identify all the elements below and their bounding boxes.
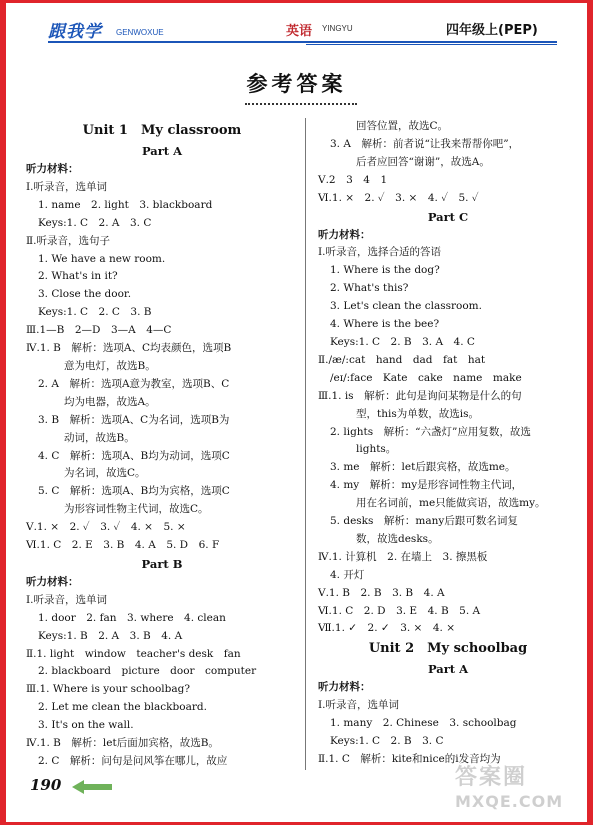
answer-line: /eɪ/:face Kate cake name make	[330, 371, 522, 384]
answer-line: 型，this为单数，故选is。	[356, 407, 479, 420]
page-title: 参考答案	[246, 72, 347, 96]
watermark-text: 答案圈	[455, 765, 528, 790]
section-label: 听力材料：	[26, 163, 79, 175]
answer-line: 3. me 解析：let后跟宾格，故选me。	[330, 461, 516, 474]
section-label: 听力材料：	[318, 681, 371, 694]
answer-line: 1. door 2. fan 3. where 4. clean	[38, 611, 226, 624]
answer-line: Ⅰ.听录音，选单词	[318, 699, 399, 712]
arrow-icon	[72, 780, 112, 794]
answer-line: 3. A 解析：前者说“让我来帮帮你吧”，	[330, 137, 520, 150]
answer-line: 1. Where is the dog?	[330, 264, 440, 277]
answer-line: Keys:1. C 2. A 3. C	[38, 216, 152, 229]
left-column	[26, 120, 298, 771]
answer-line: Keys:1. C 2. B 3. A 4. C	[330, 335, 475, 348]
unit-heading: Unit 2 My schoolbag	[368, 641, 528, 657]
part-heading: Part A	[141, 144, 183, 158]
answer-line: 2. A 解析：选项A意为教室，选项B、C	[38, 377, 230, 390]
grade-label: 四年级上(PEP)	[446, 23, 538, 38]
answer-line: Ⅱ./æ/:cat hand dad fat hat	[318, 353, 486, 366]
page-number: 190	[30, 776, 62, 794]
answer-line: 3. B 解析：选项A、C为名词，选项B为	[38, 413, 230, 426]
section-label: 听力材料：	[318, 228, 371, 241]
answer-line: Ⅵ.1. C 2. D 3. E 4. B 5. A	[318, 604, 481, 617]
part-heading: Part C	[427, 209, 469, 224]
answer-line: Ⅰ.听录音，选单词	[26, 593, 107, 606]
answer-line: Ⅰ.听录音，选单词	[26, 180, 107, 193]
part-heading: Part B	[141, 556, 183, 571]
answer-line: Ⅱ.1. light window teacher's desk fan	[26, 647, 241, 660]
answer-line: lights。	[356, 443, 397, 456]
page-header	[6, 3, 587, 45]
column-divider	[305, 118, 306, 770]
answer-line: 动词，故选B。	[64, 431, 135, 444]
header-rule-thin	[306, 44, 557, 45]
answer-line: 2. blackboard picture door computer	[38, 665, 257, 678]
subject-pinyin: YINGYU	[322, 24, 353, 33]
part-heading: Part A	[427, 662, 469, 677]
brand-subtitle: GENWOXUE	[116, 28, 164, 37]
answer-line: Keys:1. B 2. A 3. B 4. A	[38, 629, 183, 642]
answer-line: 4. Where is the bee?	[330, 318, 440, 331]
answer-line: 3. It's on the wall.	[38, 719, 134, 732]
right-column	[318, 118, 578, 769]
answer-line: 2. What's this?	[330, 282, 409, 295]
subject-label: 英语	[286, 24, 313, 39]
answer-line: 意为电灯，故选B。	[64, 359, 156, 372]
answer-line: Ⅱ.听录音，选句子	[26, 234, 110, 247]
answer-line: Ⅴ.2 3 4 1	[318, 173, 388, 186]
answer-line: Keys:1. C 2. C 3. B	[38, 306, 152, 319]
watermark	[455, 760, 580, 818]
answer-line: Ⅰ.听录音，选择合适的答语	[318, 246, 441, 259]
answer-line: 3. Let's clean the classroom.	[330, 300, 482, 313]
answer-line: 5. C 解析：选项A、B均为宾格，选项C	[38, 485, 230, 498]
watermark-url: MXQE.COM	[455, 792, 564, 811]
answer-line: Keys:1. C 2. B 3. C	[330, 735, 444, 748]
answer-line: 4. my 解析：my是形容词性物主代词，	[330, 479, 523, 492]
answer-line: 后者应回答“谢谢”，故选A。	[356, 155, 490, 168]
header-rule	[48, 41, 557, 43]
answer-line: 数，故选desks。	[356, 532, 439, 545]
answer-line: Ⅳ.1. B 解析：选项A、C均表颜色，选项B	[26, 342, 232, 355]
answer-line: Ⅴ.1. B 2. B 3. B 4. A	[318, 586, 445, 599]
answer-line: 2. What's in it?	[38, 270, 118, 283]
title-underline	[245, 103, 357, 107]
answer-line: Ⅳ.1. B 解析：let后面加宾格，故选B。	[26, 737, 219, 750]
answer-line: Ⅴ.1. × 2. ✓ 3. ✓ 4. × 5. ×	[26, 521, 186, 534]
answer-line: Ⅱ.1. C 解析：kite和nice的i发音均为	[318, 753, 501, 765]
answer-line: 4. 开灯	[330, 568, 365, 581]
answer-line: 为名词，故选C。	[64, 467, 146, 480]
answer-line: 3. Close the door.	[38, 288, 132, 301]
answer-line: 4. C 解析：选项A、B均为动词，选项C	[38, 449, 230, 462]
answer-line: 1. We have a new room.	[38, 252, 166, 265]
section-label: 听力材料：	[26, 575, 79, 588]
answer-line: Ⅵ.1. C 2. E 3. B 4. A 5. D 6. F	[26, 539, 220, 552]
answer-line: Ⅳ.1. 计算机 2. 在墙上 3. 擦黑板	[318, 550, 488, 563]
answer-line: Ⅶ.1. ✓ 2. ✓ 3. × 4. ×	[318, 622, 456, 635]
answer-line: Ⅲ.1. is 解析：此句是询问某物是什么的句	[318, 389, 522, 402]
unit-heading: Unit 1 My classroom	[82, 123, 242, 138]
answer-line: 用在名词前，me只能做宾语，故选my。	[356, 497, 546, 510]
answer-line: Ⅵ.1. × 2. ✓ 3. × 4. ✓ 5. ✓	[318, 191, 479, 204]
answer-line: 1. many 2. Chinese 3. schoolbag	[330, 717, 517, 730]
answer-line: 2. lights 解析：“六盏灯”应用复数，故选	[330, 425, 531, 438]
answer-line: 2. C 解析：问句是问风筝在哪儿，故应	[38, 755, 228, 767]
answer-line: 均为电器，故选A。	[64, 395, 156, 408]
answer-line: 5. desks 解析：many后跟可数名词复	[330, 515, 518, 528]
answer-line: 回答位置，故选C。	[356, 120, 449, 132]
answer-line: Ⅲ.1. Where is your schoolbag?	[26, 683, 190, 696]
brand-logo: 跟我学	[48, 22, 102, 42]
answer-line: 2. Let me clean the blackboard.	[38, 701, 207, 714]
answer-line: Ⅲ.1—B 2—D 3—A 4—C	[26, 324, 172, 337]
answer-line: 为形容词性物主代词，故选C。	[64, 503, 209, 516]
answer-line: 1. name 2. light 3. blackboard	[38, 198, 213, 211]
